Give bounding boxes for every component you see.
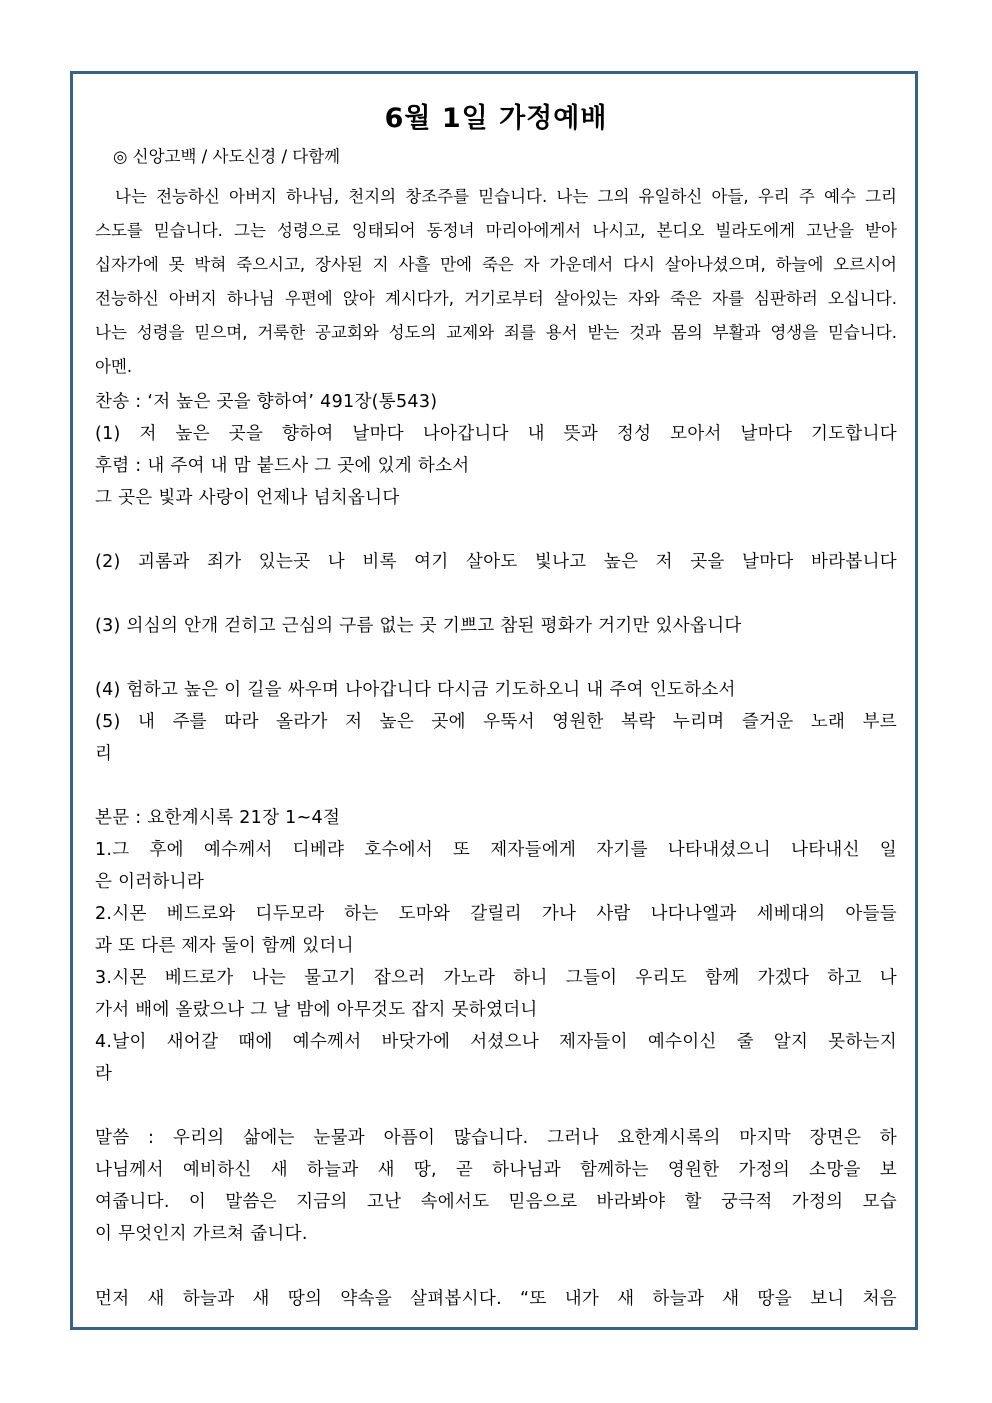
hymn-refrain: 후렴 : 내 주여 내 맘 붙드사 그 곳에 있게 하소서 [95, 456, 470, 476]
creed-line: 전능하신 아버지 하나님 우편에 앉아 계시다가, 거기로부터 살아있는 자와 죽은 자를 심판하러 오십니다. [95, 289, 897, 308]
scripture-verse: 가서 배에 올랐으나 그 날 밤에 아무것도 잡지 못하였더니 [95, 1000, 538, 1020]
creed-line: 십자가에 못 박혀 죽으시고, 장사된 지 사흘 만에 죽은 자 가운데서 다시 살아나셨으며, 하늘에 오르시어 [95, 255, 897, 274]
creed-line: 스도를 믿습니다. 그는 성령으로 잉태되어 동정녀 마리아에게서 나시고, 본디오 빌라도에게 고난을 받아 [95, 221, 897, 240]
hymn-verse: (2) 괴롬과 죄가 있는곳 나 비록 여기 살아도 빛나고 높은 저 곳을 날마다 바라봅니다 [95, 552, 897, 572]
hymn-refrain: 그 곳은 빛과 사랑이 언제나 넘치옵니다 [95, 488, 400, 508]
page-title: 6월 1일 가정예배 [384, 103, 608, 134]
scripture-verse: 4.날이 새어갈 때에 예수께서 바닷가에 서셨으나 제자들이 예수이신 줄 알지 못하는지 [95, 1032, 897, 1052]
hymn-verse: (4) 험하고 높은 이 길을 싸우며 나아갑니다 다시금 기도하오니 내 주여 인도하소서 [95, 680, 736, 700]
hymn-verse: (5) 내 주를 따라 올라가 저 높은 곳에 우뚝서 영원한 복락 누리며 즐거운 노래 부르 [95, 712, 897, 732]
sermon-line: 먼저 새 하늘과 새 땅의 약속을 살펴봅시다. “또 내가 새 하늘과 새 땅을 보니 처음 [95, 1289, 897, 1309]
creed-line: 아멘. [95, 357, 133, 376]
scripture-verse: 과 또 다른 제자 둘이 함께 있더니 [95, 936, 354, 956]
creed-line: 나는 성령을 믿으며, 거룩한 공교회와 성도의 교제와 죄를 용서 받는 것과 몸의 부활과 영생을 믿습니다. [95, 323, 897, 342]
hymn-verse: (1) 저 높은 곳을 향하여 날마다 나아갑니다 내 뜻과 정성 모아서 날마다 기도합니다 [95, 424, 897, 444]
sermon-line: 이 무엇인지 가르쳐 줍니다. [95, 1224, 308, 1244]
scripture-verse: 은 이러하니라 [95, 872, 205, 892]
scripture-verse: 라 [95, 1064, 113, 1084]
scripture-verse: 1.그 후에 예수께서 디베랴 호수에서 또 제자들에게 자기를 나타내셨으니 나타내신 일 [95, 840, 897, 860]
hymn-heading: 찬송 : ‘저 높은 곳을 향하여’ 491장(통543) [95, 392, 438, 412]
creed-heading: ◎ 신앙고백 / 사도신경 / 다함께 [113, 147, 341, 166]
sermon-line: 여줍니다. 이 말씀은 지금의 고난 속에서도 믿음으로 바라봐야 할 궁극적 가정의 모습 [95, 1192, 897, 1212]
hymn-verse: (3) 의심의 안개 걷히고 근심의 구름 없는 곳 기쁘고 참된 평화가 거기만 있사옵니다 [95, 616, 742, 636]
sermon-line: 말씀 : 우리의 삶에는 눈물과 아픔이 많습니다. 그러나 요한계시록의 마지막 장면은 하 [95, 1128, 897, 1148]
creed-line: 나는 전능하신 아버지 하나님, 천지의 창조주를 믿습니다. 나는 그의 유일하신 아들, 우리 주 예수 그리 [115, 187, 897, 206]
scripture-verse: 2.시몬 베드로와 디두모라 하는 도마와 갈릴리 가나 사람 나다나엘과 세베대의 아들들 [95, 904, 897, 924]
scripture-verse: 3.시몬 베드로가 나는 물고기 잡으러 가노라 하니 그들이 우리도 함께 가겠다 하고 나 [95, 968, 897, 988]
scripture-heading: 본문 : 요한계시록 21장 1~4절 [95, 808, 341, 828]
sermon-line: 나님께서 예비하신 새 하늘과 새 땅, 곧 하나님과 함께하는 영원한 가정의 소망을 보 [95, 1160, 897, 1180]
hymn-verse: 리 [95, 744, 113, 764]
